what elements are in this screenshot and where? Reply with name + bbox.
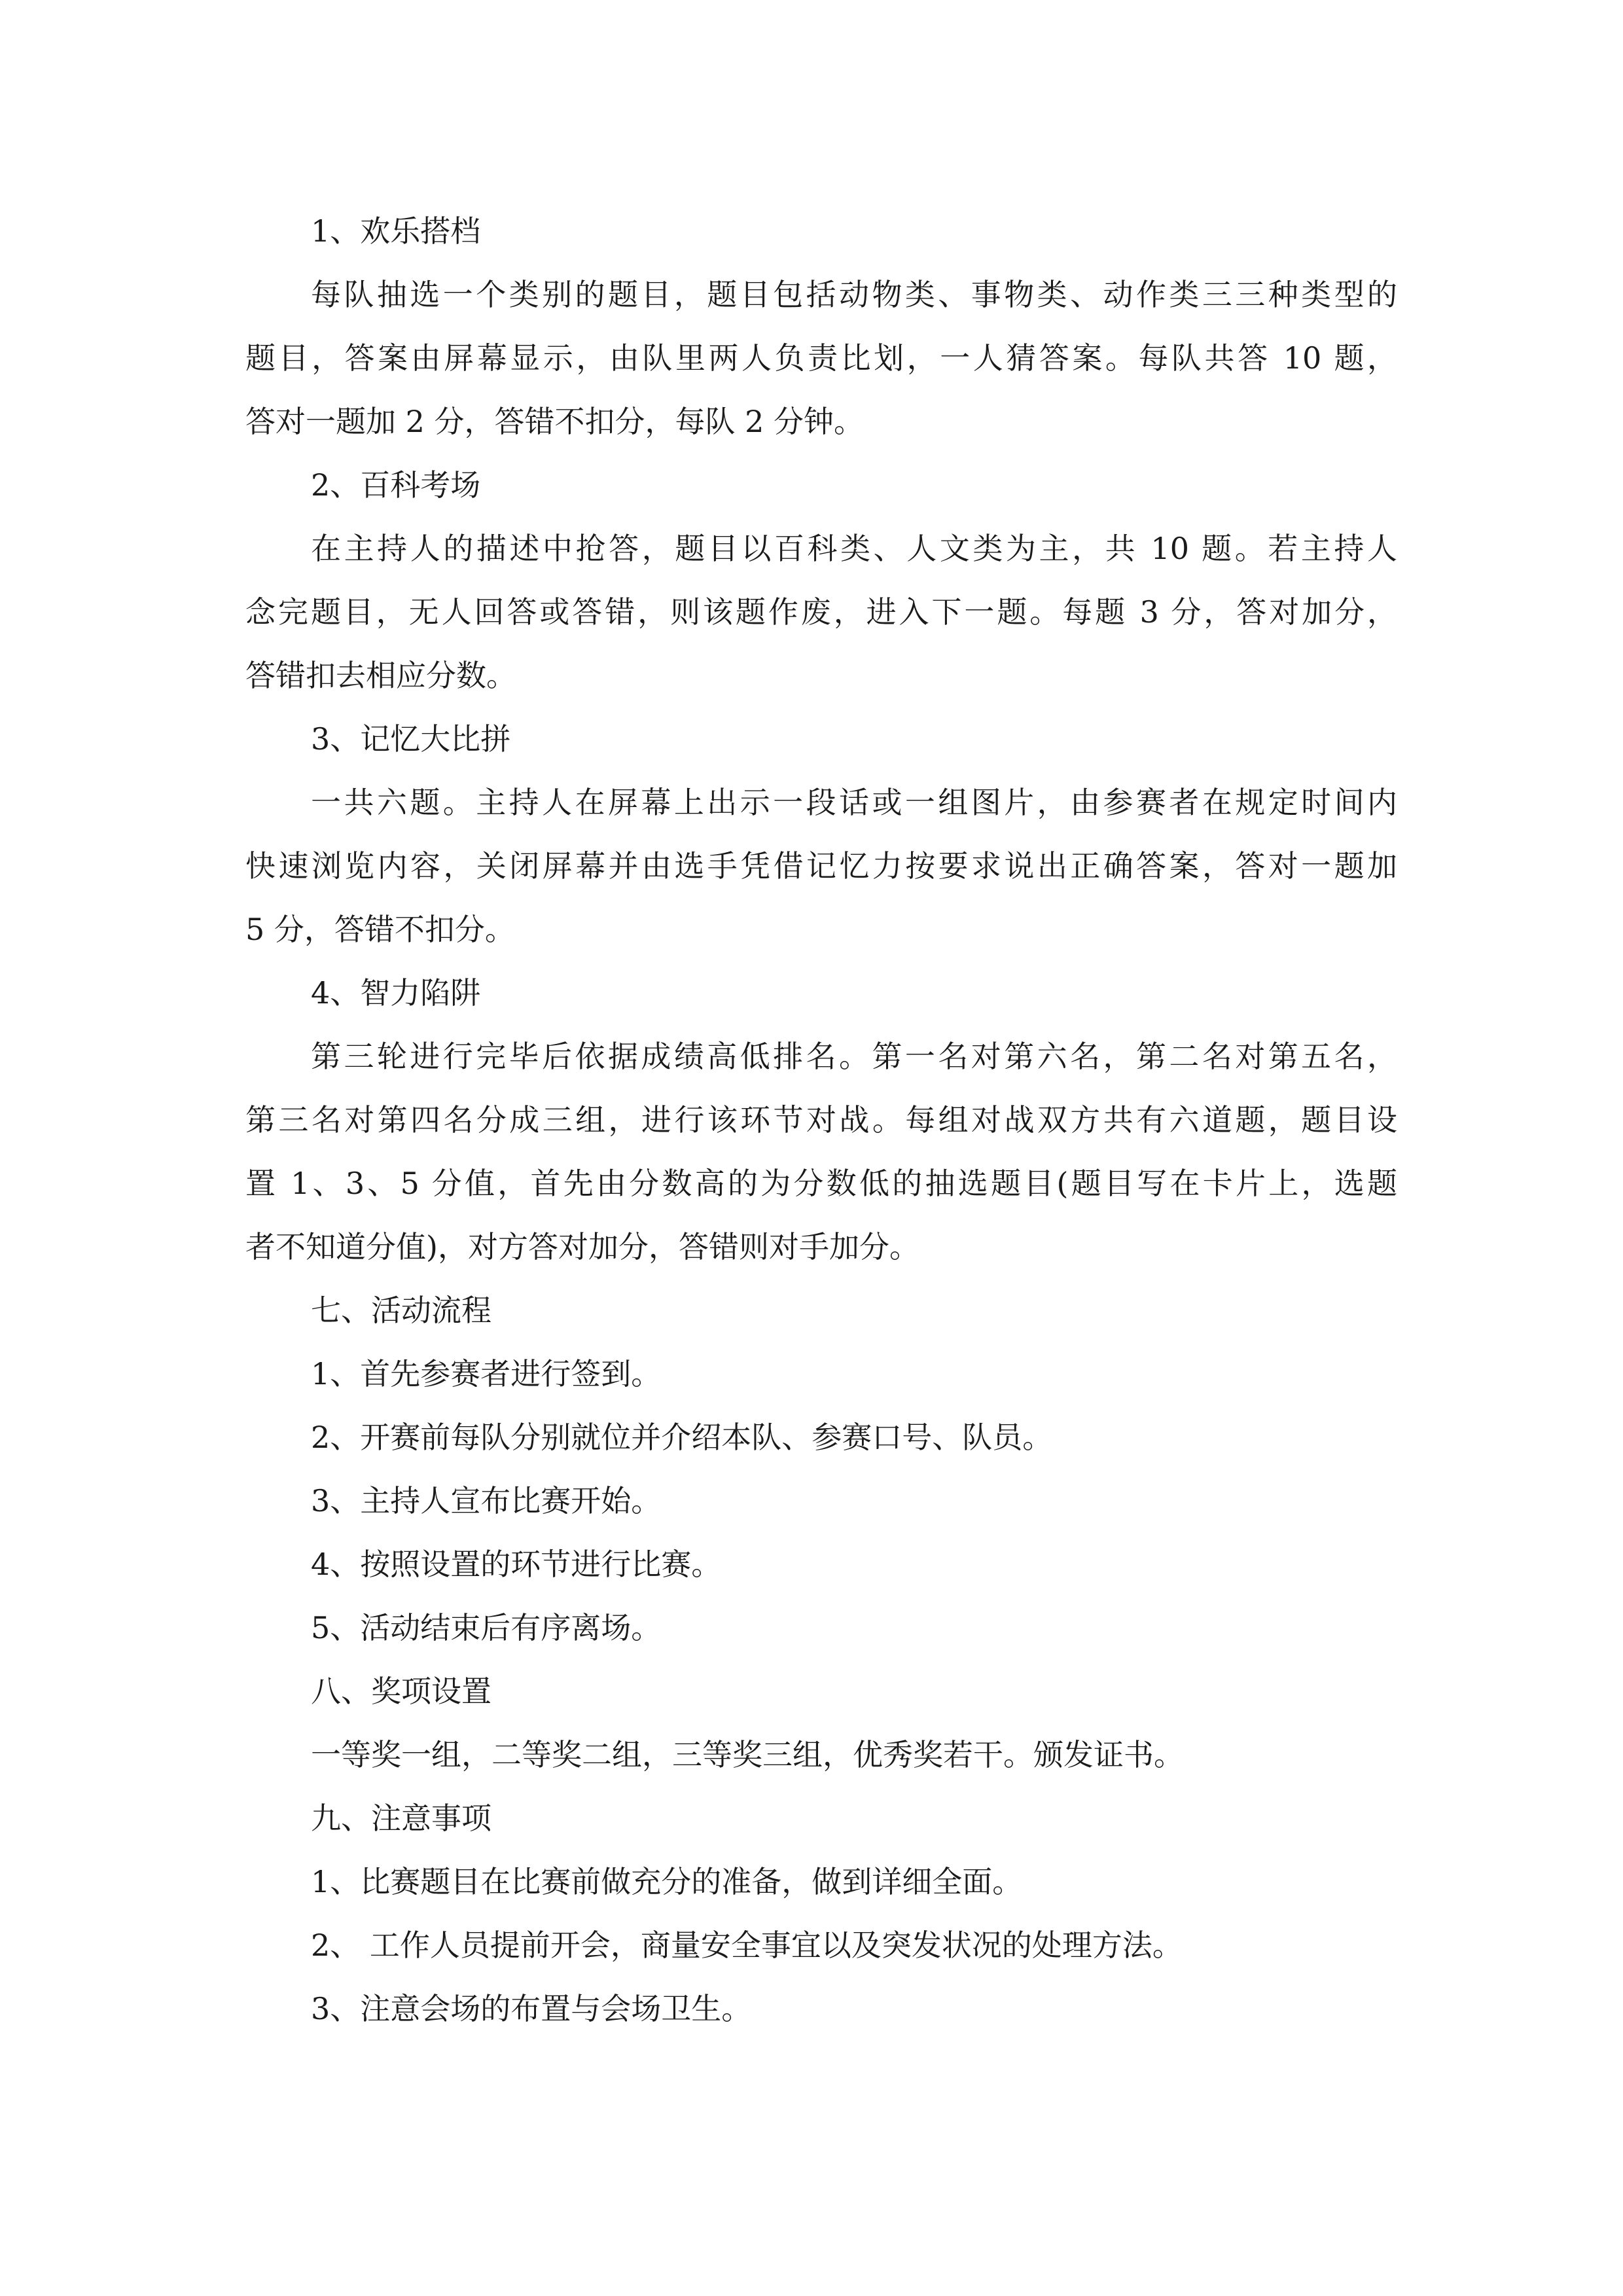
section-heading-huanle: 1、欢乐搭档	[311, 213, 481, 249]
process-item: 3、主持人宣布比赛开始。	[311, 1483, 662, 1518]
paragraph-line: 一共六题。主持人在屏幕上出示一段话或一组图片，由参赛者在规定时间内	[311, 785, 1397, 820]
paragraph-line: 每队抽选一个类别的题目，题目包括动物类、事物类、动作类三三种类型的	[311, 277, 1397, 312]
notes-item: 3、注意会场的布置与会场卫生。	[311, 1991, 752, 2026]
paragraph-line: 答错扣去相应分数。	[245, 658, 516, 693]
document-body	[245, 200, 1397, 2041]
paragraph-line: 题目，答案由屏幕显示，由队里两人负责比划，一人猜答案。每队共答 10 题，	[245, 340, 1397, 376]
paragraph-line: 答对一题加 2 分，答错不扣分，每队 2 分钟。	[245, 404, 865, 439]
process-item: 5、活动结束后有序离场。	[311, 1610, 662, 1645]
paragraph-line: 置 1、3、5 分值，首先由分数高的为分数低的抽选题目(题目写在卡片上，选题	[245, 1166, 1397, 1201]
section-heading-zhili: 4、智力陷阱	[311, 975, 481, 1011]
paragraph-line: 者不知道分值)，对方答对加分，答错则对手加分。	[245, 1229, 919, 1265]
process-item: 1、首先参赛者进行签到。	[311, 1356, 662, 1391]
notes-item: 2、 工作人员提前开会，商量安全事宜以及突发状况的处理方法。	[311, 1928, 1183, 1963]
section-heading-jiyi: 3、记忆大比拼	[311, 721, 511, 757]
paragraph-line: 在主持人的描述中抢答，题目以百科类、人文类为主，共 10 题。若主持人	[311, 531, 1397, 566]
paragraph-line: 5 分，答错不扣分。	[245, 912, 515, 947]
process-item: 4、按照设置的环节进行比赛。	[311, 1547, 722, 1582]
process-heading: 七、活动流程	[311, 1293, 491, 1328]
process-item: 2、开赛前每队分别就位并介绍本队、参赛口号、队员。	[311, 1420, 1053, 1455]
notes-item: 1、比赛题目在比赛前做充分的准备，做到详细全面。	[311, 1864, 1023, 1899]
paragraph-line: 念完题目，无人回答或答错，则该题作废，进入下一题。每题 3 分，答对加分，	[245, 594, 1397, 630]
notes-heading: 九、注意事项	[311, 1801, 491, 1836]
section-heading-baike: 2、百科考场	[311, 467, 481, 503]
paragraph-line: 第三轮进行完毕后依据成绩高低排名。第一名对第六名，第二名对第五名，	[311, 1039, 1397, 1074]
awards-heading: 八、奖项设置	[311, 1674, 491, 1709]
paragraph-line: 第三名对第四名分成三组，进行该环节对战。每组对战双方共有六道题，题目设	[245, 1102, 1397, 1138]
awards-text: 一等奖一组，二等奖二组，三等奖三组，优秀奖若干。颁发证书。	[311, 1737, 1184, 1772]
paragraph-line: 快速浏览内容，关闭屏幕并由选手凭借记忆力按要求说出正确答案，答对一题加	[245, 848, 1397, 884]
